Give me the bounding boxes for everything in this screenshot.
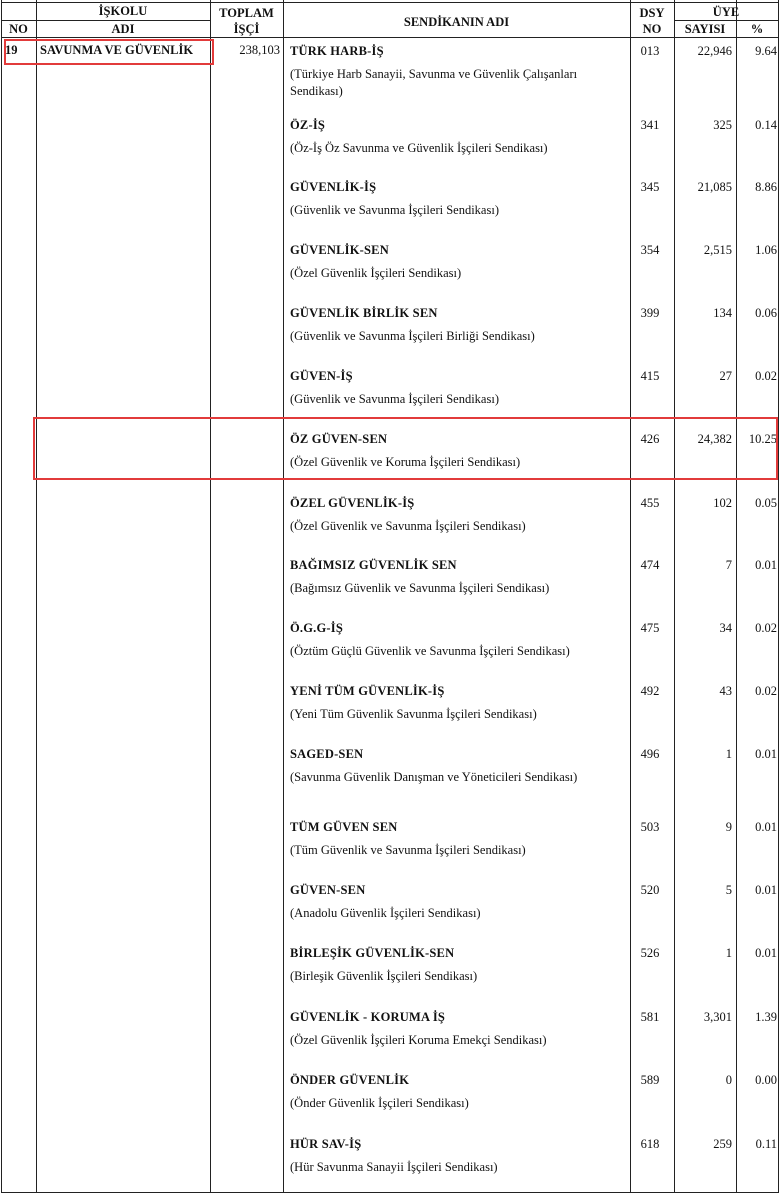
table-border-left	[1, 0, 2, 1192]
header-percent: %	[750, 22, 764, 36]
union-dsy-no: 589	[640, 1073, 660, 1087]
union-dsy-no: 354	[640, 243, 660, 257]
union-short-name: TÜM GÜVEN SEN	[290, 820, 398, 834]
union-member-percent: 9.64	[755, 44, 777, 58]
union-member-count: 1	[725, 747, 732, 761]
union-dsy-no: 426	[640, 432, 660, 446]
union-dsy-no: 492	[640, 684, 660, 698]
union-dsy-no: 415	[640, 369, 660, 383]
union-dsy-no: 496	[640, 747, 660, 761]
union-short-name: GÜVENLİK-SEN	[290, 243, 389, 257]
column-divider-no	[36, 0, 37, 1192]
table-border-bottom	[1, 1192, 779, 1193]
union-full-name: (Özel Güvenlik ve Koruma İşçileri Sendikası)	[290, 455, 521, 469]
union-member-count: 102	[713, 496, 732, 510]
union-full-name: (Özel Güvenlik İşçileri Sendikası)	[290, 266, 462, 280]
header-isci: İŞÇİ	[233, 22, 260, 36]
header-sayisi: SAYISI	[684, 22, 726, 36]
union-full-name: (Hür Savunma Sanayii İşçileri Sendikası)	[290, 1160, 498, 1174]
table-border-right	[778, 0, 779, 1192]
union-full-name: (Öz-İş Öz Savunma ve Güvenlik İşçileri Sendikası)	[290, 141, 548, 155]
union-full-name: (Anadolu Güvenlik İşçileri Sendikası)	[290, 906, 481, 920]
union-full-name: (Güvenlik ve Savunma İşçileri Sendikası)	[290, 392, 499, 406]
union-dsy-no: 503	[640, 820, 660, 834]
union-member-percent: 0.01	[755, 946, 777, 960]
sector-total: 238,103	[239, 43, 280, 57]
header-dsy: DSY	[639, 6, 665, 20]
table-border-top	[1, 2, 779, 3]
union-member-count: 9	[725, 820, 732, 834]
sector-no: 19	[5, 43, 18, 57]
union-short-name: HÜR SAV-İŞ	[290, 1137, 362, 1151]
union-full-name: (Öztüm Güçlü Güvenlik ve Savunma İşçileri Sendikası)	[290, 644, 570, 658]
union-dsy-no: 399	[640, 306, 660, 320]
union-dsy-no: 341	[640, 118, 660, 132]
union-dsy-no: 455	[640, 496, 660, 510]
highlight-sector	[4, 39, 214, 65]
union-short-name: GÜVEN-SEN	[290, 883, 366, 897]
union-member-percent: 8.86	[755, 180, 777, 194]
column-divider-dsy	[674, 0, 675, 1192]
union-full-name: (Özel Güvenlik İşçileri Koruma Emekçi Sendikası)	[290, 1033, 547, 1047]
union-short-name: GÜVENLİK BİRLİK SEN	[290, 306, 438, 320]
union-member-count: 1	[725, 946, 732, 960]
union-dsy-no: 013	[640, 44, 660, 58]
union-full-name: (Güvenlik ve Savunma İşçileri Sendikası)	[290, 203, 499, 217]
union-dsy-no: 581	[640, 1010, 660, 1024]
header-bottom-line	[1, 37, 779, 38]
union-member-percent: 0.14	[755, 118, 777, 132]
union-short-name: ÖZ-İŞ	[290, 118, 326, 132]
column-divider-total	[283, 0, 284, 1192]
header-adi: ADI	[111, 22, 135, 36]
header-uye: ÜYE	[712, 5, 740, 19]
union-member-percent: 0.01	[755, 558, 777, 572]
union-full-name: (Özel Güvenlik ve Savunma İşçileri Sendikası)	[290, 519, 526, 533]
union-short-name: YENİ TÜM GÜVENLİK-İŞ	[290, 684, 445, 698]
header-sub-divider-left	[1, 20, 211, 21]
union-member-count: 0	[725, 1073, 732, 1087]
union-member-count: 21,085	[697, 180, 732, 194]
union-member-count: 24,382	[697, 432, 732, 446]
union-full-name: (Yeni Tüm Güvenlik Savunma İşçileri Sendikası)	[290, 707, 537, 721]
union-full-name: (Tüm Güvenlik ve Savunma İşçileri Sendikası)	[290, 843, 526, 857]
union-full-name: (Bağımsız Güvenlik ve Savunma İşçileri Sendikası)	[290, 581, 550, 595]
union-short-name: SAGED-SEN	[290, 747, 364, 761]
union-dsy-no: 474	[640, 558, 660, 572]
union-dsy-no: 345	[640, 180, 660, 194]
union-member-percent: 1.06	[755, 243, 777, 257]
union-member-count: 5	[725, 883, 732, 897]
header-toplam: TOPLAM	[219, 6, 274, 20]
union-dsy-no: 618	[640, 1137, 660, 1151]
union-member-percent: 0.02	[755, 369, 777, 383]
union-member-percent: 0.01	[755, 747, 777, 761]
union-dsy-no: 526	[640, 946, 660, 960]
union-short-name: ÖNDER GÜVENLİK	[290, 1073, 410, 1087]
union-member-percent: 0.01	[755, 820, 777, 834]
header-no: NO	[9, 22, 28, 36]
union-short-name: ÖZEL GÜVENLİK-İŞ	[290, 496, 415, 510]
union-short-name: GÜVEN-İŞ	[290, 369, 353, 383]
union-short-name: BAĞIMSIZ GÜVENLİK SEN	[290, 558, 457, 572]
header-sub-divider-right	[674, 20, 779, 21]
union-member-percent: 0.05	[755, 496, 777, 510]
header-dsy-no: NO	[642, 22, 662, 36]
union-full-name: (Türkiye Harb Sanayii, Savunma ve Güvenlik Çalışanları Sendikası)	[290, 67, 578, 98]
union-member-count: 7	[725, 558, 732, 572]
union-member-count: 27	[719, 369, 732, 383]
union-short-name: Ö.G.G-İŞ	[290, 621, 343, 635]
union-member-percent: 0.11	[755, 1137, 777, 1151]
union-member-percent: 1.39	[755, 1010, 777, 1024]
union-member-count: 22,946	[697, 44, 732, 58]
union-member-percent: 0.00	[755, 1073, 777, 1087]
union-dsy-no: 475	[640, 621, 660, 635]
highlight-oz-guven-sen	[33, 417, 778, 480]
union-full-name: (Önder Güvenlik İşçileri Sendikası)	[290, 1096, 469, 1110]
union-short-name: GÜVENLİK-İŞ	[290, 180, 377, 194]
union-full-name: (Birleşik Güvenlik İşçileri Sendikası)	[290, 969, 478, 983]
union-member-count: 34	[719, 621, 732, 635]
column-divider-adi	[210, 0, 211, 1192]
union-member-count: 325	[713, 118, 732, 132]
union-full-name: (Savunma Güvenlik Danışman ve Yöneticileri Sendikası)	[290, 770, 578, 784]
header-sendika-adi: SENDİKANIN ADI	[403, 15, 510, 29]
union-member-count: 43	[719, 684, 732, 698]
union-dsy-no: 520	[640, 883, 660, 897]
union-member-count: 259	[713, 1137, 732, 1151]
union-full-name: (Güvenlik ve Savunma İşçileri Birliği Sendikası)	[290, 329, 535, 343]
union-member-count: 134	[713, 306, 732, 320]
union-member-percent: 10.25	[748, 432, 777, 446]
union-member-percent: 0.02	[755, 684, 777, 698]
union-short-name: GÜVENLİK - KORUMA İŞ	[290, 1010, 446, 1024]
union-member-percent: 0.02	[755, 621, 777, 635]
union-member-percent: 0.01	[755, 883, 777, 897]
union-member-percent: 0.06	[755, 306, 777, 320]
union-member-count: 3,301	[703, 1010, 732, 1024]
union-short-name: TÜRK HARB-İŞ	[290, 44, 384, 58]
union-short-name: BİRLEŞİK GÜVENLİK-SEN	[290, 946, 455, 960]
union-short-name: ÖZ GÜVEN-SEN	[290, 432, 388, 446]
header-iskolu: İŞKOLU	[98, 4, 148, 18]
sector-name: SAVUNMA VE GÜVENLİK	[40, 43, 194, 57]
union-member-count: 2,515	[703, 243, 732, 257]
